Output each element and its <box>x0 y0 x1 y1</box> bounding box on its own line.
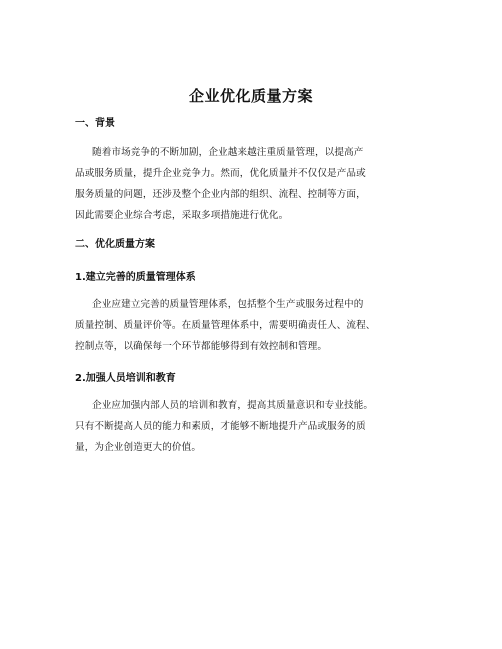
paragraph-line: 控制点等，以确保每一个环节都能够得到有效控制和管理。 <box>75 341 328 352</box>
paragraph-line: 只有不断提高人员的能力和素质，才能够不断地提升产品或服务的质 <box>75 421 366 432</box>
section-heading-background: 一、背景 <box>75 118 115 129</box>
paragraph-line: 随着市场竞争的不断加剧，企业越来越注重质量管理，以提高产 <box>92 147 364 158</box>
paragraph-line: 量，为企业创造更大的价值。 <box>75 442 202 453</box>
document-title: 企业优化质量方案 <box>188 87 313 105</box>
paragraph-line: 因此需要企业综合考虑，采取多项措施进行优化。 <box>75 210 289 221</box>
paragraph-line: 企业应加强内部人员的培训和教育，提高其质量意识和专业技能。 <box>92 400 374 411</box>
paragraph-line: 企业应建立完善的质量管理体系，包括整个生产或服务过程中的 <box>92 299 364 310</box>
paragraph-line: 品或服务质量，提升企业竞争力。然而，优化质量并不仅仅是产品或 <box>75 168 366 179</box>
subsection-heading-quality-system: 1.建立完善的质量管理体系 <box>75 272 196 283</box>
subsection-heading-training: 2.加强人员培训和教育 <box>75 373 176 384</box>
section-heading-plan: 二、优化质量方案 <box>75 239 155 250</box>
paragraph-line: 服务质量的问题，还涉及整个企业内部的组织、流程、控制等方面， <box>75 189 366 200</box>
paragraph-line: 质量控制、质量评价等。在质量管理体系中，需要明确责任人、流程、 <box>75 320 376 331</box>
